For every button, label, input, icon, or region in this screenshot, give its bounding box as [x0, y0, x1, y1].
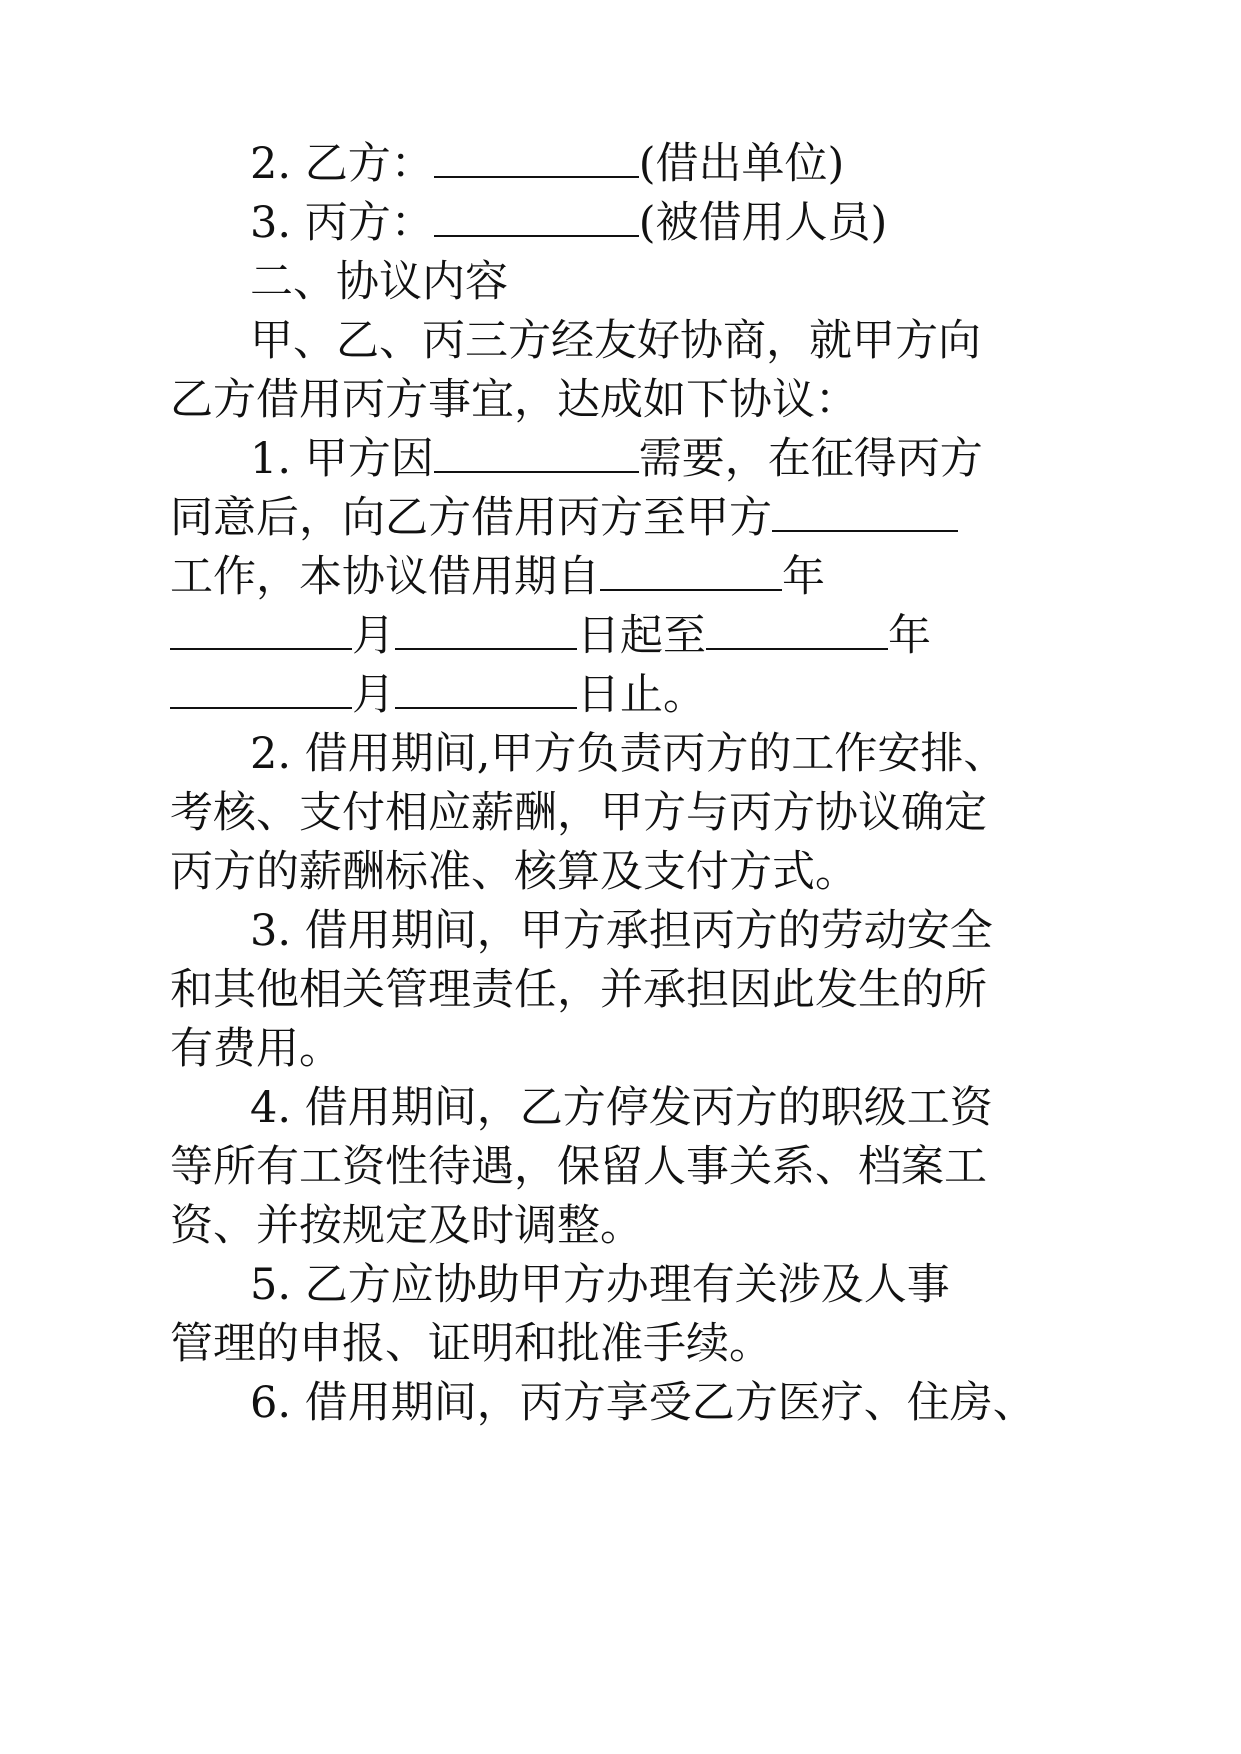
clause-4-line-1: 4. 借用期间，乙方停发丙方的职级工资 [250, 1083, 993, 1133]
clause-5-line-2: 管理的申报、证明和批准手续。 [170, 1319, 772, 1369]
start-month-blank [170, 610, 352, 650]
clause-1-line-3 [170, 551, 825, 603]
clause-1-line-5 [170, 669, 706, 721]
party-c-note: (被借用人员) [638, 198, 888, 248]
clause-1-line-4 [170, 610, 931, 662]
year-label-1: 年 [782, 552, 825, 602]
party-b-note: (借出单位) [638, 139, 845, 189]
month-label-2: 月 [352, 670, 395, 720]
year-label-2: 年 [888, 611, 931, 661]
party-b-line [250, 138, 844, 190]
work-unit-blank [772, 492, 958, 532]
intro-line-1: 甲、乙、丙三方经友好协商，就甲方向 [250, 316, 981, 366]
clause-1-text-c: 同意后，向乙方借用丙方至甲方 [170, 493, 772, 543]
party-c-line [250, 197, 887, 249]
party-b-label: 2. 乙方： [250, 139, 434, 189]
reason-blank [434, 433, 639, 473]
clause-1-text-d: 工作，本协议借用期自 [170, 552, 600, 602]
clause-5-line-1: 5. 乙方应协助甲方办理有关涉及人事 [250, 1260, 950, 1310]
clause-2-line-3: 丙方的薪酬标准、核算及支付方式。 [170, 847, 858, 897]
end-day-blank [395, 669, 577, 709]
clause-4-line-3: 资、并按规定及时调整。 [170, 1201, 643, 1251]
party-c-blank [434, 197, 639, 237]
clause-1-line-1 [250, 433, 983, 485]
clause-1-text-a: 1. 甲方因 [250, 434, 434, 484]
until-label: 日起至 [577, 611, 706, 661]
intro-line-2: 乙方借用丙方事宜，达成如下协议： [170, 375, 858, 425]
clause-1-line-2 [170, 492, 958, 544]
end-year-blank [706, 610, 888, 650]
clause-3-line-2: 和其他相关管理责任，并承担因此发生的所 [170, 965, 987, 1015]
start-year-blank [600, 551, 782, 591]
party-c-label: 3. 丙方： [250, 198, 434, 248]
clause-4-line-2: 等所有工资性待遇，保留人事关系、档案工 [170, 1142, 987, 1192]
clause-3-line-1: 3. 借用期间，甲方承担丙方的劳动安全 [250, 906, 993, 956]
clause-2-line-2: 考核、支付相应薪酬，甲方与丙方协议确定 [170, 788, 987, 838]
clause-1-text-b: 需要，在征得丙方 [638, 434, 983, 484]
clause-2-line-1: 2. 借用期间,甲方负责丙方的工作安排、 [250, 729, 1007, 779]
start-day-blank [395, 610, 577, 650]
end-label: 日止。 [577, 670, 706, 720]
party-b-blank [434, 138, 639, 178]
clause-3-line-3: 有费用。 [170, 1024, 342, 1074]
section-heading: 二、协议内容 [250, 257, 508, 307]
month-label-1: 月 [352, 611, 395, 661]
end-month-blank [170, 669, 352, 709]
clause-6-line-1: 6. 借用期间，丙方享受乙方医疗、住房、 [250, 1378, 1036, 1428]
